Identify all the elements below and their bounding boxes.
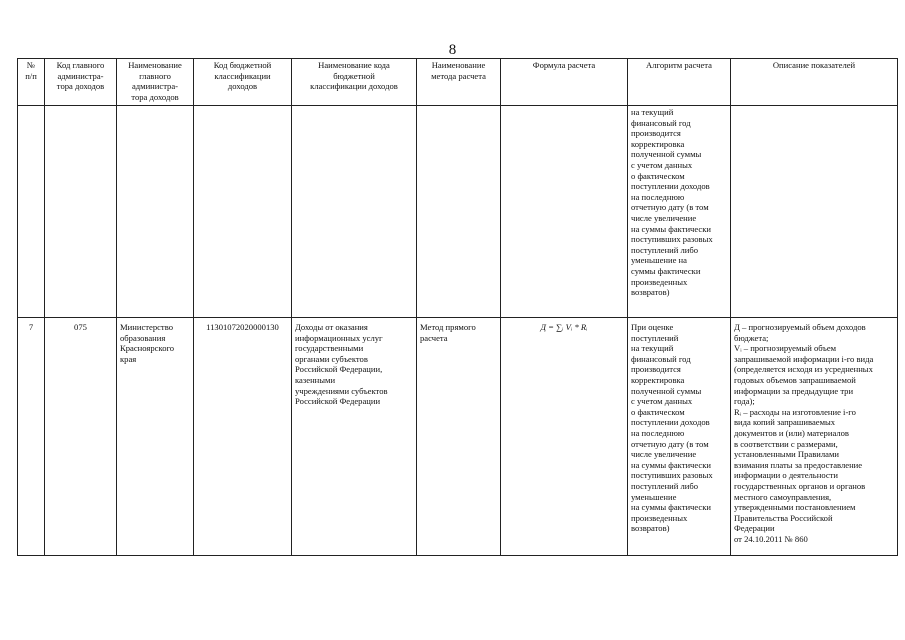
algorithm: При оценке поступлений на текущий финансовый год производится корректировка полученной суммы с учетом данных о фактическом поступлении доходов на последнюю отчетную дату (в том числе увеличение на суммы фактически поступивших разовых поступлений либо уменьшение на суммы фактически произведенных возвратов) [628,318,731,556]
table-cell [292,106,417,318]
table-cell [18,106,45,318]
table-row [18,106,898,318]
formula: Д = ∑ᵢ Vᵢ * Rᵢ [501,318,628,556]
header-bk-code: Код бюджетной классификации доходов [194,59,292,106]
admin-name: Министерство образования Красноярского края [117,318,194,556]
header-algorithm: Алгоритм расчета [628,59,731,106]
bk-name: Доходы от оказания информационных услуг государственными органами субъектов Российской Федерации, казенными учреждениями субъектов Российской Федерации [292,318,417,556]
header-admin-name: Наименование главного администра- тора доходов [117,59,194,106]
header-num: № п/п [18,59,45,106]
header-description: Описание показателей [731,59,898,106]
table-cell [417,106,501,318]
admin-code: 075 [45,318,117,556]
revenue-calculation-table [17,58,898,556]
row-number: 7 [18,318,45,556]
header-formula: Формула расчета [501,59,628,106]
header-method: Наименование метода расчета [417,59,501,106]
table-cell [194,106,292,318]
method-name: Метод прямого расчета [417,318,501,556]
page-number: 8 [448,42,457,58]
continuation-algorithm: на текущий финансовый год производится корректировка полученной суммы с учетом данных о фактическом поступлении доходов на последнюю отчетную дату (в том числе увеличение на суммы фактически поступивших разовых поступлений либо уменьшение на суммы фактически произведенных возвратов) [628,106,731,318]
header-row [18,59,898,106]
table-row [18,318,898,556]
header-admin-code: Код главного администра- тора доходов [45,59,117,106]
table-cell [45,106,117,318]
table-cell [501,106,628,318]
bk-code: 11301072020000130 [194,318,292,556]
header-bk-name: Наименование кода бюджетной классификации доходов [292,59,417,106]
table-cell [117,106,194,318]
table-cell [731,106,898,318]
indicator-description: Д – прогнозируемый объем доходов бюджета; Vᵢ – прогнозируемый объем запрашиваемой информации i-го вида (определяется исходя из усредненных годовых объемов запрашиваемой информации за предыдущие три года); Rᵢ – расходы на изготовление i-го вида копий запрашиваемых документов и (или) материалов в соответствии с размерами, установленными Правилами взимания платы за предоставление информации о деятельности государственных органов и органов местного самоуправления, утвержденными постановлением Правительства Российской Федерации от 24.10.2011 № 860 [731,318,898,556]
